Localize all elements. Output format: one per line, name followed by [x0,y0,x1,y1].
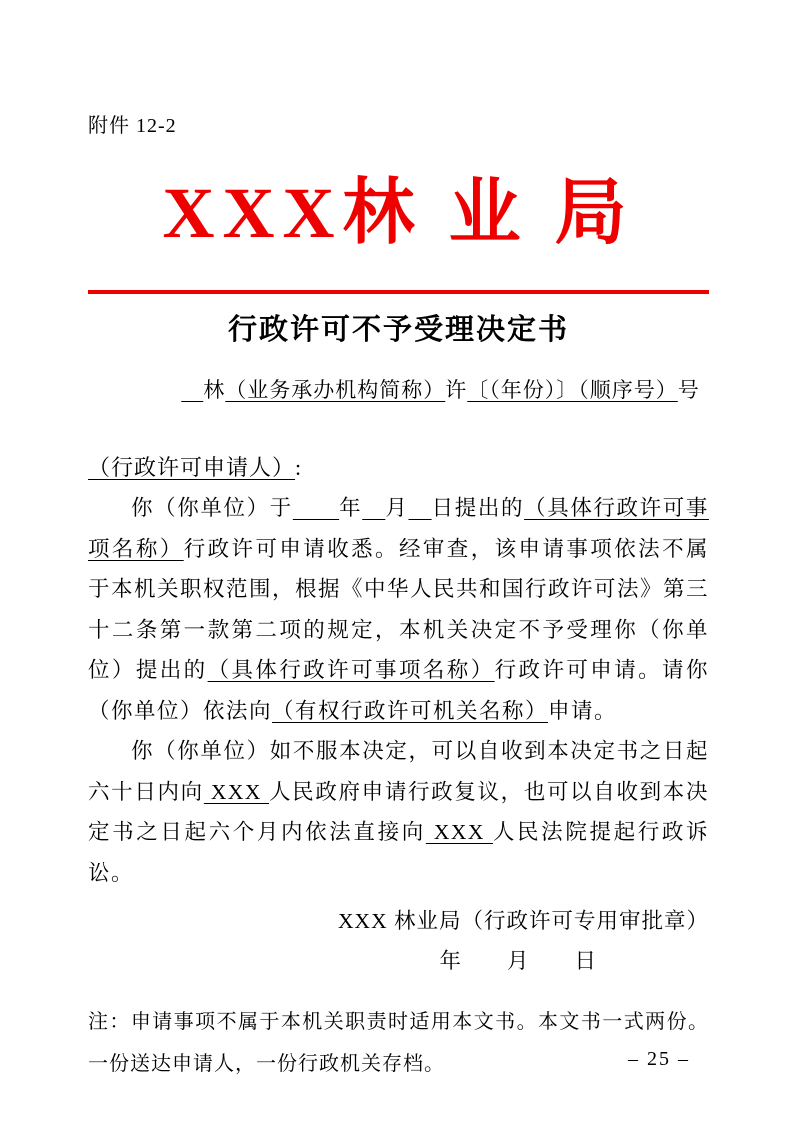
para1-seg: 年 [339,496,363,520]
para1-seg: 行政许可申请。请你（你单位）依法向 [88,658,709,723]
month-blank-field [362,496,385,520]
applicant-name-blank: （行政许可申请人） [88,455,296,480]
body-paragraph-remedies [88,731,709,893]
para1-seg: 行政许可申请收悉。经审查，该申请事项依法不属于本机关职权范围，根据《中华人民共和国行政许可法》第三十二条第一款第二项的规定，本机关决定不予受理你（你单位）提出的 [88,536,710,682]
license-item-blank: （具体行政许可事项名称） [207,658,495,682]
signature-date-line: 年 月 日 [439,949,597,973]
document-number-line [88,370,709,410]
court-name-blank: XXX [425,820,493,844]
para1-seg: 日提出的 [431,496,525,520]
doc-number-xu: 许 [445,378,468,402]
footnote [88,1001,709,1085]
para1-seg: 你（你单位）于 [131,496,293,520]
doc-number-lead-blank [181,378,203,402]
competent-authority-blank: （有权行政许可机关名称） [272,698,549,723]
letterhead-divider-rule [88,290,709,294]
attachment-label: 附件 12-2 [88,115,177,137]
footnote-text: 申请事项不属于本机关职责时适用本文书。本文书一式两份。一份送达申请人，一份行政机关存档。 [88,1011,710,1075]
page-number: – 25 – [628,1048,690,1070]
doc-number-category: 林 [203,378,226,402]
para2-seg: 人民政府申请行政复议，也可以自收到本决定书之日起六个月内依法直接向 [88,779,709,844]
doc-number-suffix: 号 [677,378,700,402]
salutation-colon: : [295,455,303,480]
para1-seg: 月 [385,496,409,520]
body-paragraph-decision [88,488,709,731]
year-blank-field [293,496,339,520]
signature-block [88,901,709,981]
doc-number-agency-blank: （业务承办机构简称） [225,378,446,402]
agency-letterhead-title: XXX林 业 局 [162,173,635,253]
para2-seg: 人民法院提起行政诉讼。 [88,820,709,885]
doc-number-year-serial-blank: 〔（年份）〕（顺序号） [467,378,678,402]
license-item-blank: （具体行政许可事项名称） [88,496,709,561]
para2-seg: 你（你单位）如不服本决定，可以自收到本决定书之日起六十日内向 [88,739,709,804]
review-government-blank: XXX [203,779,269,804]
day-blank-field [408,496,431,520]
footnote-label: 注： [88,1011,131,1033]
salutation-line [88,448,709,488]
document-title: 行政许可不予受理决定书 [227,314,569,346]
para1-seg: 申请。 [548,698,618,723]
signature-agency-seal-line: XXX 林业局（行政许可专用审批章） [338,909,709,933]
